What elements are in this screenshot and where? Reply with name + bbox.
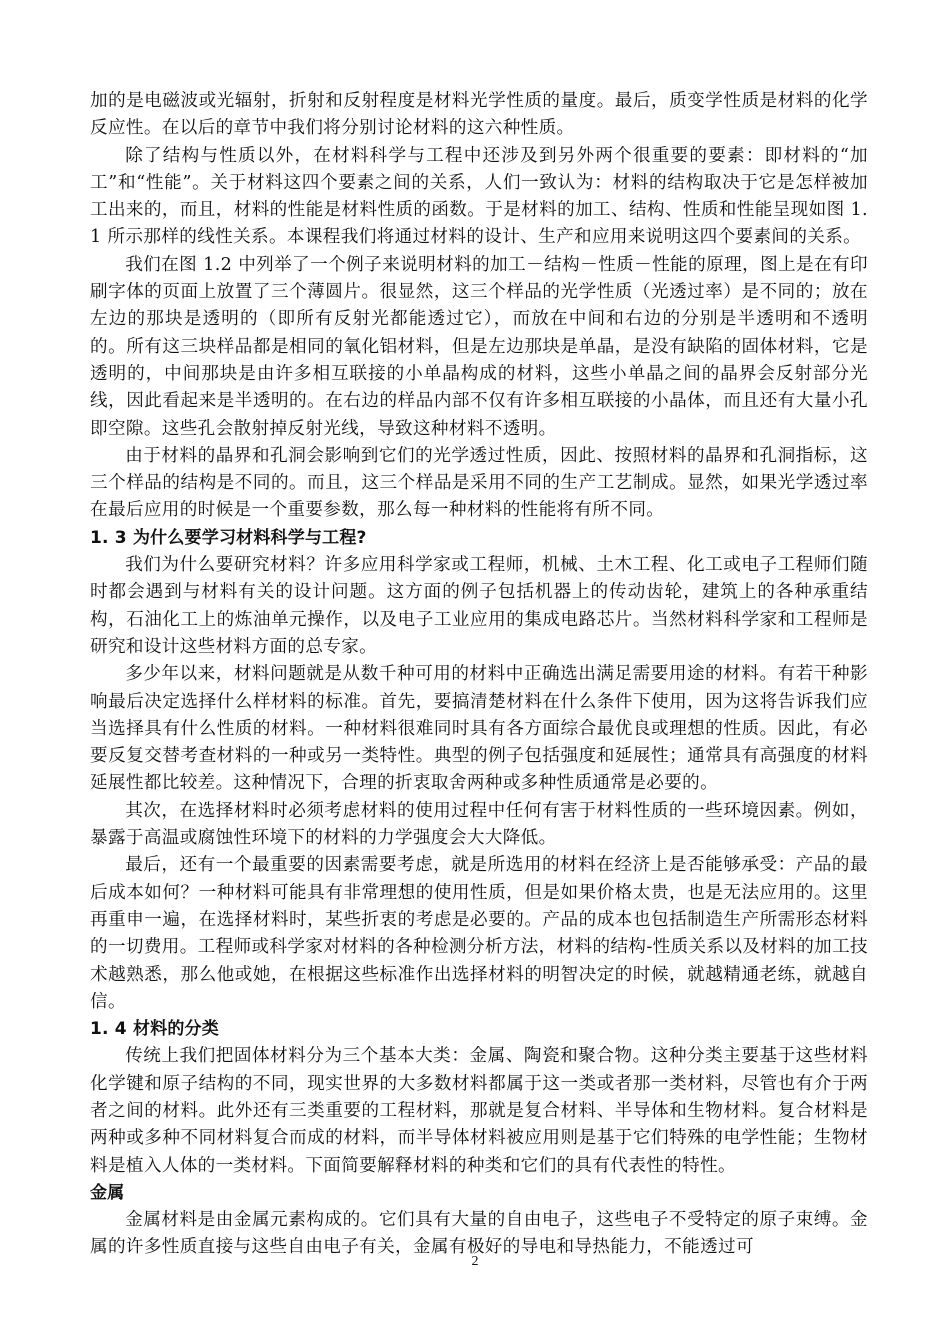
subsection-heading-metal: 金属 — [90, 1182, 125, 1203]
paragraph: 由于材料的晶界和孔洞会影响到它们的光学透过性质，因此、按照材料的晶界和孔洞指标，这三个样品的结构是不同的。而且，这三个样品是采用不同的生产工艺制成。显然，如果光学透过率在最后应用的时候是一个重要参数，那么每一种材料的性能将有所不同。 — [90, 445, 868, 521]
paragraph: 金属材料是由金属元素构成的。它们具有大量的自由电子，这些电子不受特定的原子束缚。金属的许多性质直接与这些自由电子有关，金属有极好的导电和导热能力，不能透过可 — [90, 1210, 868, 1258]
paragraph-continued: 加的是电磁波或光辐射，折射和反射程度是材料光学性质的量度。最后，质变学性质是材料的化学反应性。在以后的章节中我们将分别讨论材料的这六种性质。 — [90, 91, 868, 139]
paragraph: 传统上我们把固体材料分为三个基本大类：金属、陶瓷和聚合物。这种分类主要基于这些材料化学键和原子结构的不同，现实世界的大多数材料都属于这一类或者那一类材料，尽管也有介于两者之间的材料。此外还有三类重要的工程材料，那就是复合材料、半导体和生物材料。复合材料是两种或多种不同材料复合而成的材料，而半导体材料被应用则是基于它们特殊的电学性能；生物材料是植入人体的一类材料。下面简要解释材料的种类和它们的具有代表性的特性。 — [90, 1046, 868, 1176]
page-number: 2 — [471, 1254, 479, 1269]
paragraph: 其次，在选择材料时必须考虑材料的使用过程中任何有害于材料性质的一些环境因素。例如，暴露于高温或腐蚀性环境下的材料的力学强度会大大降低。 — [90, 800, 868, 849]
paragraph: 多少年以来，材料问题就是从数千种可用的材料中正确选出满足需要用途的材料。有若干种影响最后决定选择什么样材料的标准。首先，要搞清楚材料在什么条件下使用，因为这将告诉我们应当选择具有什么性质的材料。一种材料很难同时具有各方面综合最优良或理想的性质。因此，有必要反复交替考查材料的一种或另一类特性。典型的例子包括强度和延展性；通常具有高强度的材料延展性都比较差。这种情况下，合理的折衷取舍两种或多种性质通常是必要的。 — [90, 664, 868, 794]
paragraph: 我们在图 1.2 中列举了一个例子来说明材料的加工－结构－性质－性能的原理，图上是在有印刷字体的页面上放置了三个薄圆片。很显然，这三个样品的光学性质（光透过率）是不同的；放在左边的那块是透明的（即所有反射光都能透过它），而放在中间和右边的分别是半透明和不透明的。所有这三块样品都是相同的氧化铝材料，但是左边那块是单晶，是没有缺陷的固体材料，它是透明的，中间那块是由许多相互联接的小单晶构成的材料，这些小单晶之间的晶界会反射部分光线，因此看起来是半透明的。在右边的样品内部不仅有许多相互联接的小晶体，而且还有大量小孔即空隙。这些孔会散射掉反射光线，导致这种材料不透明。 — [90, 254, 868, 439]
paragraph: 我们为什么要研究材料？许多应用科学家或工程师，机械、土木工程、化工或电子工程师们随时都会遇到与材料有关的设计问题。这方面的例子包括机器上的传动齿轮，建筑上的各种承重结构，石油化工上的炼油单元操作，以及电子工业应用的集成电路芯片。当然材料科学家和工程师是研究和设计这些材料方面的总专家。 — [90, 555, 868, 657]
section-heading-1-3: 1. 3 为什么要学习材料科学与工程? — [90, 527, 367, 548]
paragraph: 除了结构与性质以外，在材料科学与工程中还涉及到另外两个很重要的要素：即材料的“加工”和“性能”。关于材料这四个要素之间的关系，人们一致认为：材料的结构取决于它是怎样被加工出来的，而且，材料的性能是材料性质的函数。于是材料的加工、结构、性质和性能呈现如图 1.1 所示那样的线性关系。本课程我们将通过材料的设计、生产和应用来说明这四个要素间的关系。 — [90, 145, 868, 248]
document-page — [90, 88, 868, 1262]
paragraph: 最后，还有一个最重要的因素需要考虑，就是所选用的材料在经济上是否能够承受：产品的最后成本如何？一种材料可能具有非常理想的使用性质，但是如果价格太贵，也是无法应用的。这里再重申一遍，在选择材料时，某些折衷的考虑是必要的。产品的成本也包括制造生产所需形态材料的一切费用。工程师或科学家对材料的各种检测分析方法，材料的结构-性质关系以及材料的加工技术越熟悉，那么他或她，在根据这些标准作出选择材料的明智决定的时候，就越精通老练，就越自信。 — [90, 855, 868, 1012]
section-heading-1-4: 1. 4 材料的分类 — [90, 1019, 219, 1040]
